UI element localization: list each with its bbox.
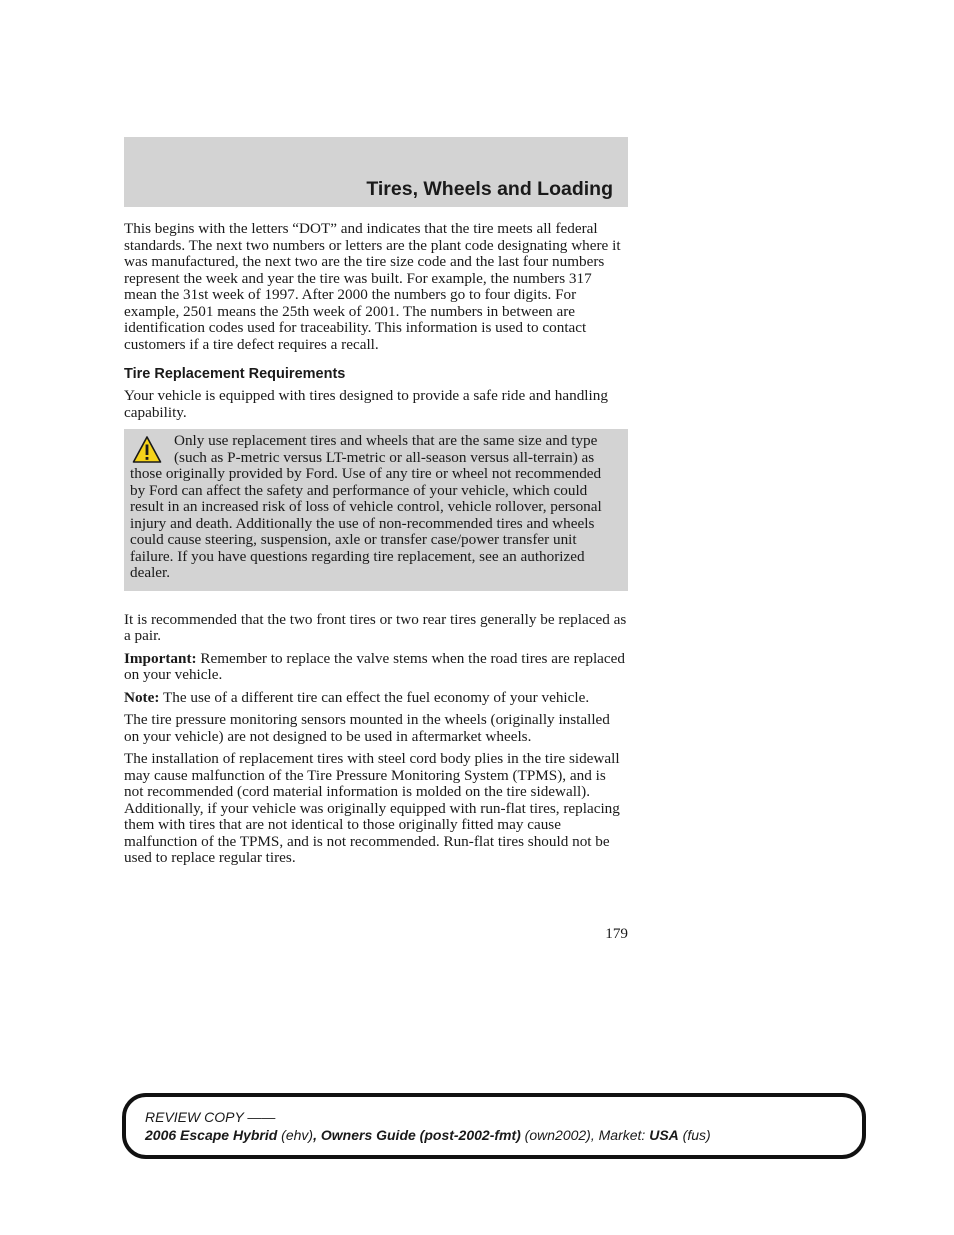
important-text: Remember to replace the valve stems when the road tires are replaced on your vehicle. xyxy=(124,649,625,683)
paragraph-important xyxy=(124,651,628,684)
footer-model-code: (ehv) xyxy=(277,1127,314,1143)
section-header-band xyxy=(124,137,628,207)
section-title: Tires, Wheels and Loading xyxy=(366,178,613,200)
important-label: Important: xyxy=(124,649,197,667)
footer-guide: , Owners Guide (post-2002-fmt) xyxy=(313,1127,521,1143)
note-label: Note: xyxy=(124,688,160,706)
warning-text: Only use replacement tires and wheels that are the same size and type (such as P-metric versus LT-metric or all-season versus all-terrain) as those originally provided by Ford. Use of any tire or wheel not recommended by Ford can affect the safety and performance of your vehicle, which could result in an increased risk of loss of vehicle control, vehicle rollover, personal injury and death. Additionally the use of non-recommended tires and wheels could cause steering, suspension, axle or transfer case/power transfer unit failure. If you have questions regarding tire replacement, see an authorized dealer. xyxy=(130,432,602,581)
subheading-tire-replacement: Tire Replacement Requirements xyxy=(124,366,346,382)
footer-market-code: (fus) xyxy=(678,1127,711,1143)
paragraph-steel-cord: The installation of replacement tires with steel cord body plies in the tire sidewall may cause malfunction of the Tire Pressure Monitoring System (TPMS), and is not recommended (cord material information is molded on the tire sidewall). Additionally, if your vehicle was originally equipped with run-flat tires, replacing them with tires that are not identical to those originally fitted may cause malfunction of the TPMS, and is not recommended. Run-flat tires should not be used to replace regular tires. xyxy=(124,750,620,866)
note-text: The use of a different tire can effect the fuel economy of your vehicle. xyxy=(159,688,590,706)
footer-market: USA xyxy=(649,1127,679,1143)
footer-model: 2006 Escape Hybrid xyxy=(145,1127,278,1143)
paragraph-dot-code: This begins with the letters “DOT” and indicates that the tire meets all federal standards. The next two numbers or letters are the plant code designating where it was manufactured, the next two are the tire size code and the last four numbers represent the week and year the tire was built. For example, the numbers 317 mean the 31st week of 1997. After 2000 the numbers go to four digits. For example, 2501 means the 25th week of 2001. The numbers in between are identification codes used for traceability. This information is used to contact customers if a tire defect requires a recall. xyxy=(124,220,621,353)
page-number: 179 xyxy=(605,925,628,942)
warning-box xyxy=(124,429,628,591)
footer-guide-code: (own2002) xyxy=(520,1127,591,1143)
warning-triangle-icon xyxy=(132,435,162,465)
footer-market-label: , Market: xyxy=(590,1127,650,1143)
paragraph-note xyxy=(124,690,628,707)
footer-document-info xyxy=(145,1126,862,1144)
paragraph-sensors: The tire pressure monitoring sensors mounted in the wheels (originally installed on your vehicle) are not designed to be used in aftermarket wheels. xyxy=(124,711,610,745)
page-content xyxy=(124,221,628,873)
paragraph-replace-pair: It is recommended that the two front tires or two rear tires generally be replaced as a pair. xyxy=(124,610,627,644)
paragraph-equipped: Your vehicle is equipped with tires designed to provide a safe ride and handling capability. xyxy=(124,387,608,421)
footer-review-copy: REVIEW COPY —— xyxy=(145,1109,276,1125)
review-copy-footer xyxy=(122,1093,866,1159)
